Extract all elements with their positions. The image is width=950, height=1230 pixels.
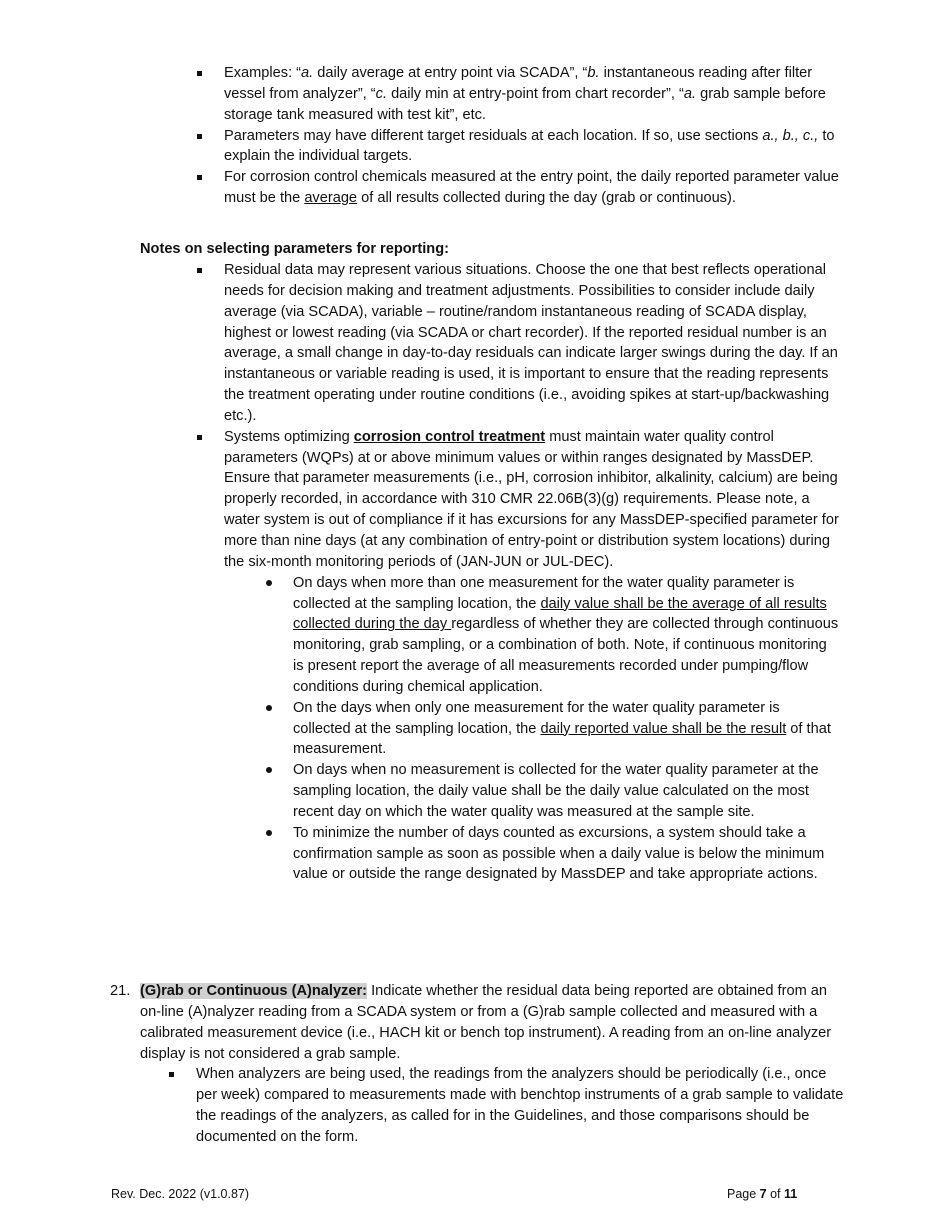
item-label-highlighted: (G)rab or Continuous (A)nalyzer: [140, 983, 368, 999]
notes-bullet-list [224, 260, 844, 885]
footer-revision: Rev. Dec. 2022 (v1.0.87) [111, 1187, 250, 1201]
list-item: When analyzers are being used, the readings from the analyzers should be periodically (i.e., once per week) compared to measurements made with benchtop instruments of a grab sample to validate the readings of the analyzers, as called for in the Guidelines, and those comparisons should be documented on the form. [196, 1064, 844, 1147]
list-item: On days when more than one measurement for the water quality parameter is collected at the sampling location, the daily value shall be the average of all results collected during the day regardless of whether they are collected through continuous monitoring, grab sampling, or a combination of both. Note, if continuous monitoring is present report the average of all measurements recorded under pumping/flow conditions during chemical application. [293, 573, 841, 698]
list-item: Systems optimizing corrosion control treatment must maintain water quality control parameters (WQPs) at or above minimum values or within ranges designated by MassDEP. Ensure that parameter measurements (i.e., pH, corrosion inhibitor, alkalinity, calcium) are being properly recorded, in accordance with 310 CMR 22.06B(3)(g) requirements. Please note, a water system is out of compliance if it has excursions for any MassDEP-specified parameter for more than nine days (at any combination of entry-point or distribution system locations) during the six-month monitoring periods of (JAN-JUN or JUL-DEC). On days when more than one measurement for the water quality parameter is collected at the sampling location, the daily value shall be the average of all results collected during the day regardless of whether they are collected through continuous monitoring, grab sampling, or a combination of both. Note, if continuous monitoring is present report the average of all measurements recorded under pumping/flow conditions during chemical application. On the days when only one measurement for the water quality parameter is collected at the sampling location, the daily reported value shall be the result of that measurement. On days when no measurement is collected for the water quality parameter at the sampling location, the daily value shall be the daily value calculated on the most recent day on which the water quality was measured at the sample site. To minimize the number of days counted as excursions, a system should take a confirmation sample as soon as possible when a daily value is below the minimum value or outside the range designated by MassDEP and take appropriate actions. [224, 427, 844, 886]
item-number: 21. [110, 983, 131, 999]
list-item: Examples: “a. daily average at entry point via SCADA”, “b. instantaneous reading after filter vessel from analyzer”, “c. daily min at entry-point from chart recorder”, “a. grab sample before storage tank measured with test kit”, etc. [224, 63, 844, 126]
footer-page-number: Page 7 of 11 [727, 1187, 798, 1201]
item-body: (G)rab or Continuous (A)nalyzer: Indicate whether the residual data being reported are obtained from an on-line (A)nalyzer reading from a SCADA system or from a (G)rab sample collected and measured with a calibrated measurement device (i.e., HACH kit or bench top instrument). A reading from an on-line analyzer display is not considered a grab sample. [140, 983, 832, 1062]
list-item: Residual data may represent various situations. Choose the one that best reflects operational needs for decision making and treatment adjustments. Possibilities to consider include daily average (via SCADA), variable – routine/random instantaneous reading of SCADA display, highest or lowest reading (via SCADA or chart recorder). If the reported residual number is an average, a small change in day-to-day residuals can indicate larger swings during the day. If an instantaneous or variable reading is used, it is important to ensure that the reading represents the treatment operating under routine conditions (i.e., avoiding spikes at start-up/backwashing etc.). [224, 260, 844, 427]
notes-heading: Notes on selecting parameters for reporting: [140, 241, 449, 257]
list-item: To minimize the number of days counted as excursions, a system should take a confirmation sample as soon as possible when a daily value is below the minimum value or outside the range designated by MassDEP and take appropriate actions. [293, 823, 841, 886]
list-item: On days when no measurement is collected for the water quality parameter at the sampling location, the daily value shall be the daily value calculated on the most recent day on which the water quality was measured at the sample site. [293, 760, 841, 823]
list-item: Parameters may have different target residuals at each location. If so, use sections a., b., c., to explain the individual targets. [224, 126, 844, 168]
list-item: For corrosion control chemicals measured at the entry point, the daily reported parameter value must be the average of all results collected during the day (grab or continuous). [224, 167, 844, 209]
wqp-sub-bullet-list [293, 573, 841, 886]
numbered-item-21 [110, 981, 844, 1148]
item-21-bullet-list [196, 1064, 844, 1147]
list-item: On the days when only one measurement for the water quality parameter is collected at the sampling location, the daily reported value shall be the result of that measurement. [293, 698, 841, 761]
example-bullet-list [224, 63, 844, 209]
